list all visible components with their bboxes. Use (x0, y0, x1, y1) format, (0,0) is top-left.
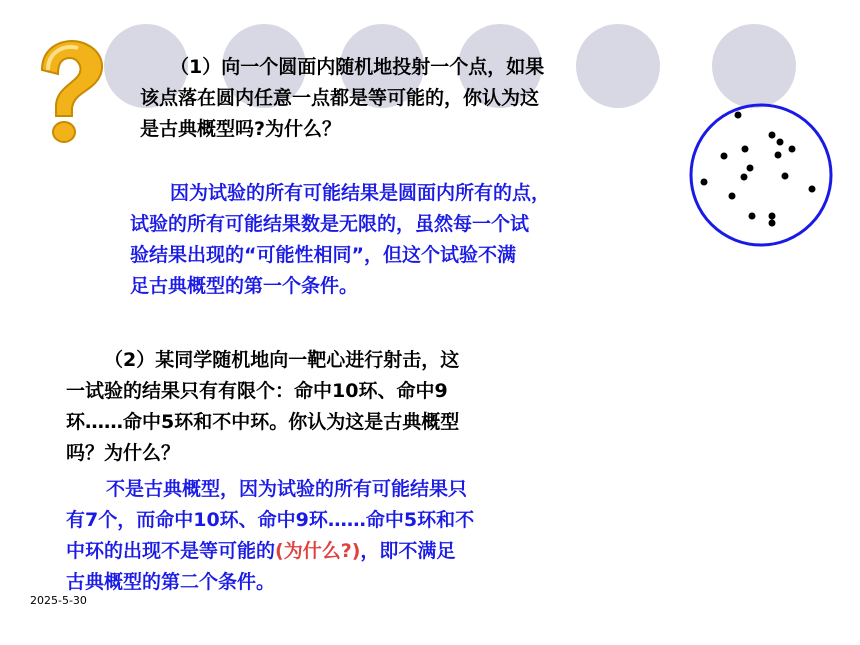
point (782, 173, 789, 180)
random-points (701, 112, 816, 227)
answer-2-text: 中环的出现不是等可能的 (66, 540, 276, 562)
answer-1 (130, 178, 670, 302)
point (747, 165, 754, 172)
answer-2-line: 不是古典概型，因为试验的所有可能结果只 (106, 478, 468, 500)
question-2-line: 吗？为什么？ (66, 442, 181, 464)
question-2 (66, 345, 566, 469)
answer-2 (66, 474, 576, 598)
question-1-line: （1）向一个圆面内随机地投射一个点，如果 (170, 56, 545, 78)
question-1-line: 是古典概型吗?为什么？ (140, 118, 342, 140)
answer-1-line: 因为试验的所有可能结果是圆面内所有的点， (170, 182, 551, 204)
slide-date: 2025-5-30 (30, 594, 87, 607)
why-highlight: (为什么?) (275, 540, 361, 562)
answer-1-line: 足古典概型的第一个条件。 (130, 275, 359, 297)
question-2-line: 一试验的结果只有有限个：命中10环、命中9 (66, 380, 448, 402)
point (735, 112, 742, 119)
point (777, 139, 784, 146)
point (769, 213, 776, 220)
point (729, 193, 736, 200)
answer-2-line: 古典概型的第二个条件。 (66, 571, 276, 593)
point (749, 213, 756, 220)
question-2-line: （2）某同学随机地向一靶心进行射击，这 (104, 349, 460, 371)
answer-1-line: 验结果出现的“可能性相同”，但这个试验不满 (130, 244, 516, 266)
answer-2-line: 有7个，而命中10环、命中9环……命中5环和不 (66, 509, 475, 531)
question-1-line: 该点落在圆内任意一点都是等可能的，你认为这 (140, 87, 540, 109)
point (775, 152, 782, 159)
point (742, 146, 749, 153)
answer-1-line: 试验的所有可能结果数是无限的，虽然每一个试 (130, 213, 530, 235)
point (741, 174, 748, 181)
point (721, 153, 728, 160)
circle-boundary (691, 105, 831, 245)
deco-circle-6 (712, 24, 796, 108)
point (769, 132, 776, 139)
question-mark-icon (22, 36, 112, 148)
point (789, 146, 796, 153)
question-2-line: 环……命中5环和不中环。你认为这是古典概型 (66, 411, 460, 433)
point (769, 220, 776, 227)
answer-2-line (66, 536, 576, 567)
answer-2-text: ，即不满足 (360, 540, 456, 562)
point (809, 186, 816, 193)
random-points-circle (688, 102, 834, 248)
question-1 (140, 52, 660, 145)
point (701, 179, 708, 186)
